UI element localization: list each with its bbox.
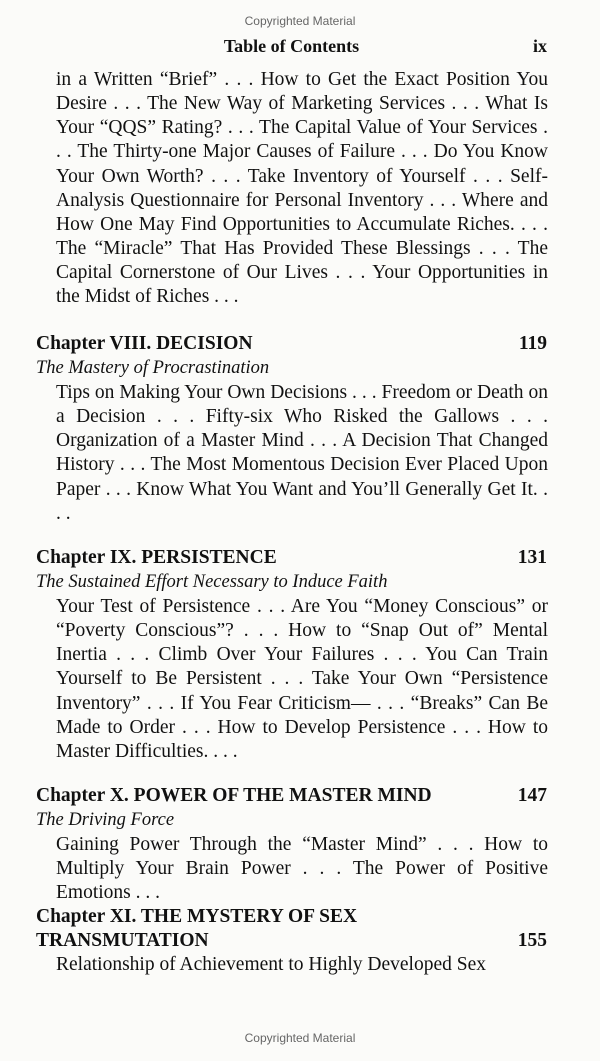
page-number: ix: [532, 36, 547, 56]
chapter-heading-ix: [36, 546, 547, 570]
chapter-heading-xi: [36, 905, 547, 953]
chapter-summary: Gaining Power Through the “Master Mind” . . . How to Multiply Your Brain Power . . . The Power of Positive Emotions . . .: [56, 834, 548, 904]
chapter-summary: Relationship of Achievement to Highly Developed Sex: [56, 954, 486, 975]
chapter-subtitle: The Sustained Effort Necessary to Induce Faith: [36, 572, 388, 592]
chapter-subtitle: The Mastery of Procrastination: [36, 358, 270, 378]
copyright-watermark-top: Copyrighted Material: [244, 14, 356, 28]
chapter-page-number: 131: [517, 547, 547, 568]
chapter-subtitle: The Driving Force: [36, 810, 175, 830]
chapter-summary: Your Test of Persistence . . . Are You “Money Conscious” or “Poverty Conscious”? . . . How to “Snap Out of” Mental Inertia . . . Climb Over Your Failures . . . You Can Train Yourself to Be Persistent . . . Take Your Own “Persistence Inventory” . . . If You Fear Criticism— . . . “Breaks” Can Be Made to Order . . . How to Develop Persistence . . . How to Master Difficulties. . . .: [56, 596, 548, 762]
page-title: Table of Contents: [223, 36, 360, 56]
chapter-page-number: 155: [517, 930, 547, 951]
chapter-heading-x: [36, 784, 547, 808]
chapter-heading-viii: [36, 332, 547, 356]
copyright-watermark-bottom: Copyrighted Material: [244, 1031, 356, 1045]
continuation-text: in a Written “Brief” . . . How to Get the Exact Position You Desire . . . The New Way of Marketing Services . . . What Is Your “QQS” Rating? . . . The Capital Value of Your Services . . . The Thirty-one Major Causes of Failure . . . Do You Know Your Own Worth? . . . Take Inventory of Yourself . . . Self-Analysis Questionnaire for Personal Inventory . . . Where and How One May Find Opportunities to Accumulate Riches. . . . The “Miracle” That Has Provided These Blessings . . . The Capital Cornerstone of Our Lives . . . Your Opportunities in the Midst of Riches . . .: [56, 69, 548, 308]
page-header: [36, 36, 547, 58]
chapter-page-number: 147: [517, 785, 547, 806]
chapter-summary: Tips on Making Your Own Decisions . . . Freedom or Death on a Decision . . . Fifty-six Who Risked the Gallows . . . Organization of a Master Mind . . . A Decision That Changed History . . . The Most Momentous Decision Ever Placed Upon Paper . . . Know What You Want and You’ll Generally Get It. . . .: [56, 382, 548, 524]
chapter-title: Chapter IX. PERSISTENCE: [36, 547, 277, 568]
chapter-page-number: 119: [518, 333, 547, 354]
chapter-title: Chapter XI. THE MYSTERY OF SEX TRANSMUTATION: [36, 906, 358, 951]
chapter-title: Chapter X. POWER OF THE MASTER MIND: [36, 785, 432, 806]
chapter-title: Chapter VIII. DECISION: [36, 333, 253, 354]
